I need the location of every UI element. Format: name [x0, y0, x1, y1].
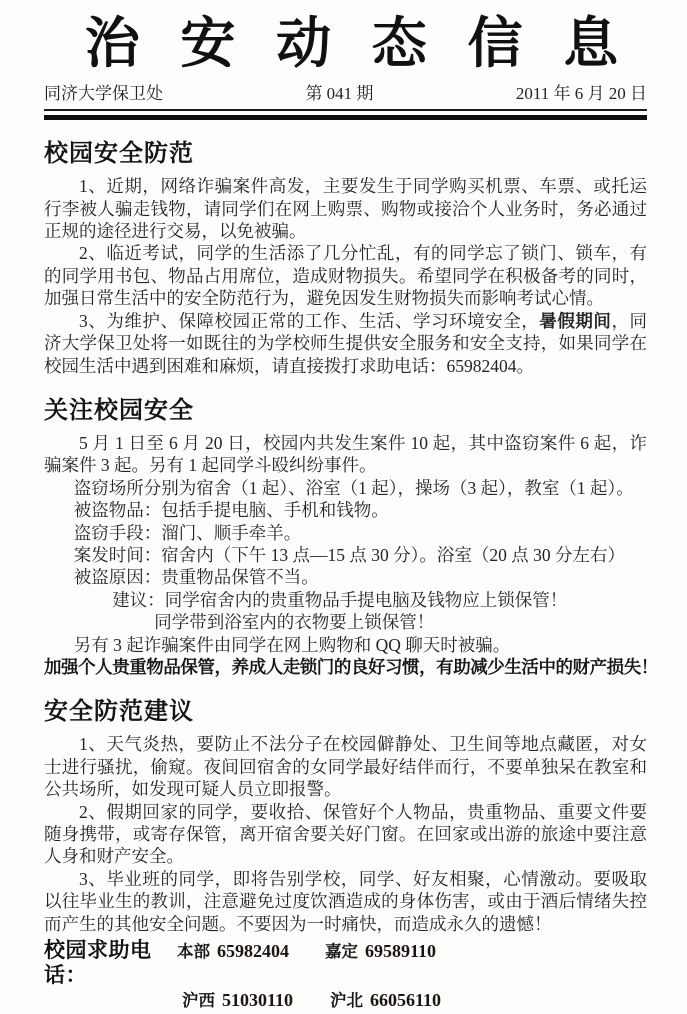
paragraph: 1、近期，网络诈骗案件高发，主要发生于同学购买机票、车票、或托运行李被人骗走钱物，请同学们在网上购票、购物或接洽个人业务时，务必通过正规的途径进行交易，以免被骗。 — [44, 176, 647, 242]
suggestion-line: 建议：同学宿舍内的贵重物品手提电脑及钱物应上锁保管！ — [112, 589, 568, 610]
incident-time-line: 案发时间：宿舍内（下午 13 点—15 点 30 分）。浴室（20 点 30 分左右） — [73, 544, 625, 565]
phone-number: 65982404 — [217, 941, 289, 962]
fraud-cases-line: 另有 3 起诈骗案件由同学在网上购物和 QQ 聊天时被骗。 — [73, 634, 511, 655]
section-heading: 安全防范建议 — [44, 698, 194, 726]
section-campus-security-report — [44, 390, 658, 678]
phone-row — [44, 938, 647, 988]
phone-entry — [177, 939, 325, 965]
help-phones-footer — [44, 938, 647, 1014]
suggestion-line: 同学带到浴室内的衣物要上锁保管！ — [154, 612, 435, 633]
phone-number: 66056110 — [370, 990, 442, 1011]
phone-entry — [182, 988, 330, 1014]
paragraph-text: ，同济大学保卫处将一如既往的为学校师生提供安全服务和安全支持，如果同学在校园生活中遇到困难和麻烦，请直接拨打求助电话：65982404。 — [44, 310, 648, 376]
campus-name: 沪北 — [330, 992, 363, 1011]
phone-row — [44, 988, 647, 1014]
help-phone-label: 校园求助电话： — [44, 939, 152, 988]
document-header — [44, 12, 659, 120]
paragraph: 2、假期回家的同学，要收拾、保管好个人物品，贵重物品、重要文件要随身携带，或寄存保管，离开宿舍要关好门窗。在回家或出游的旅途中要注意人身和财产安全。 — [44, 801, 647, 867]
paragraph: 2、临近考试，同学的生活添了几分忙乱，有的同学忘了锁门、锁车，有的同学用书包、物品占用席位，造成财物损失。希望同学在积极备考的同时，加强日常生活中的安全防范行为，避免因发生财物损失而影响考试心情。 — [44, 243, 647, 309]
campus-name: 嘉定 — [325, 943, 358, 962]
section-heading: 校园安全防范 — [44, 140, 194, 168]
paragraph: 1、天气炎热，要防止不法分子在校园僻静处、卫生间等地点藏匿，对女士进行骚扰，偷窥。夜间回宿舍的女同学最好结伴而行，不要单独呆在教室和公共场所，如发现可疑人员立即报警。 — [44, 734, 647, 800]
paragraph: 3、毕业班的同学，即将告别学校，同学、好友相聚，心情激动。要吸取以往毕业生的教训，注意避免过度饮酒造成的身体伤害，或由于酒后情绪失控而产生的其他安全问题。不要因为一时痛快，而造成永久的遗憾！ — [44, 868, 647, 934]
theft-methods-line: 盗窃手段：溜门、顺手牵羊。 — [73, 522, 302, 543]
issue-number: 第 041 期 — [305, 84, 374, 104]
theft-cause-line: 被盗原因：贵重物品保管不当。 — [73, 567, 319, 588]
campus-name: 沪西 — [182, 992, 215, 1011]
emphasis-line: 加强个人贵重物品保管，养成人走锁门的良好习惯，有助减少生活中的财产损失！ — [44, 656, 658, 677]
document-title: 治安动态信息 — [84, 13, 659, 74]
stolen-items-line: 被盗物品：包括手提电脑、手机和钱物。 — [73, 500, 389, 521]
header-meta-row — [44, 79, 647, 104]
phone-entry — [325, 939, 436, 965]
theft-locations-line: 盗窃场所分别为宿舍（1 起）、浴室（1 起），操场（3 起），教室（1 起）。 — [73, 477, 634, 498]
paragraph-text: 3、为维护、保障校园正常的工作、生活、学习环境安全， — [79, 310, 540, 331]
campus-name: 本部 — [177, 943, 210, 962]
section-safety-suggestions — [44, 691, 647, 935]
emphasized-phrase: 暑假期间 — [539, 310, 612, 331]
publisher-name: 同济大学保卫处 — [44, 84, 163, 104]
paragraph — [44, 310, 647, 377]
phone-entry — [330, 988, 441, 1014]
issue-date: 2011 年 6 月 20 日 — [515, 84, 647, 104]
section-campus-safety-prevention — [44, 133, 647, 377]
phone-number: 69589110 — [365, 941, 437, 962]
phone-number: 51030110 — [222, 990, 294, 1011]
header-divider — [44, 109, 647, 120]
paragraph: 5 月 1 日至 6 月 20 日，校园内共发生案件 10 起，其中盗窃案件 6 起，诈骗案件 3 起。另有 1 起同学斗殴纠纷事件。 — [44, 432, 647, 476]
section-heading: 关注校园安全 — [44, 396, 194, 424]
